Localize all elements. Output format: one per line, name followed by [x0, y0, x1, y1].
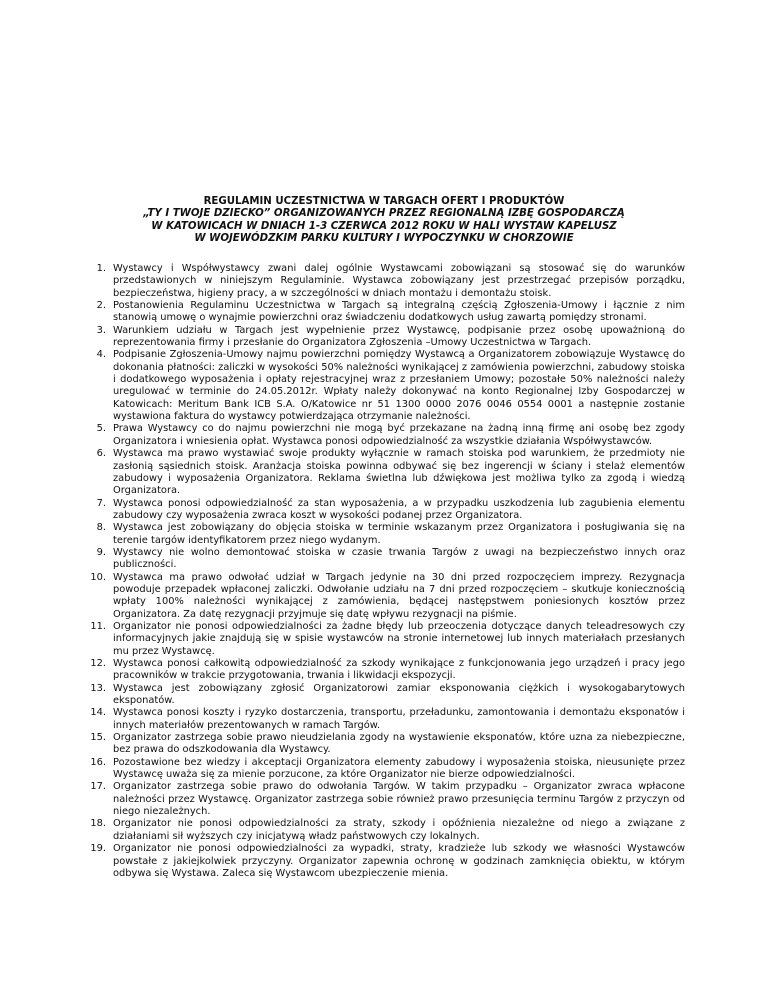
regulation-item-10: [82, 572, 685, 621]
item-text: Wystawca ponosi całkowitą odpowiedzialność za szkody wynikające z funkcjonowania jego urządzeń i pracy jego pracowników w trakcie przygotowania, trwania i likwidacji ekspozycji.: [113, 658, 685, 682]
item-text: Organizator nie ponosi odpowiedzialności za wypadki, straty, kradzieże lub szkody we własności Wystawców powstałe z jakiejkolwiek przyczyny. Organizator zapewnia ochronę w godzinach zamknięcia obiektu, w którym odbywa się Wystawa. Zaleca się Wystawcom ubezpieczenie mienia.: [113, 843, 685, 879]
item-number: 15.: [90, 732, 106, 744]
item-number: 14.: [90, 707, 106, 719]
item-number: 13.: [90, 682, 106, 694]
title-line-1: REGULAMIN UCZESTNICTWA W TARGACH OFERT I PRODUKTÓW: [203, 196, 565, 207]
regulation-item-1: [82, 263, 685, 300]
regulation-item-5: [82, 423, 685, 448]
item-text: Organizator nie ponosi odpowiedzialności za żadne błędy lub przeoczenia dotyczące danych teleadresowych czy informacyjnych jakie znajdują się w spisie wystawców na stronie internetowej lub innych materiałach przesłanych mu przez Wystawcę.: [113, 620, 685, 657]
item-number: 5.: [96, 423, 106, 435]
item-number: 11.: [90, 620, 106, 632]
title-line-4: W WOJEWÓDZKIM PARKU KULTURY I WYPOCZYNKU W CHORZOWIE: [194, 233, 574, 245]
item-text: Wystawcy nie wolno demontować stoiska w czasie trwania Targów z uwagi na bezpieczeństwo innych oraz publiczności.: [113, 546, 685, 571]
item-number: 6.: [96, 448, 106, 460]
regulation-item-18: [82, 818, 685, 843]
item-number: 18.: [90, 818, 106, 830]
title-line-3: W KATOWICACH W DNIACH 1-3 CZERWCA 2012 ROKU W HALI WYSTAW KAPELUSZ: [151, 220, 617, 232]
item-text: Podpisanie Zgłoszenia-Umowy najmu powierzchni pomiędzy Wystawcą a Organizatorem zobowiązuje Wystawcę do dokonania płatności: zaliczki w wysokości 50% należności wynikającej z zamówienia powierzchni, zabudowy stoiska i dodatkowego wyposażenia i opłaty rejestracyjnej wraz z przesłaniem Umowy; pozostałe 50% należności należy uregulować w terminie do 24.05.2012r. Wpłaty należy dokonywać na konto Regionalnej Izby Gospodarczej w Katowicach: Meritum Bank ICB S.A. O/Katowice nr 51 1300 0000 2076 0046 0554 0001 a następnie zostanie wystawiona faktura do wystawcy potwierdzająca otrzymanie należności.: [113, 349, 685, 423]
item-text: Organizator zastrzega sobie prawo do odwołania Targów. W takim przypadku – Organizator zwraca wpłacone należności przez Wystawcę. Organizator zastrzega sobie również prawo przesunięcia terminu Targów z przyczyn od niego niezależnych.: [113, 781, 685, 818]
item-number: 16.: [90, 756, 106, 768]
item-text: Pozostawione bez wiedzy i akceptacji Organizatora elementy zabudowy i wyposażenia stoiska, nieusunięte przez Wystawcę uważa się za mienie porzucone, za które Organizator nie bierze odpowiedzialności.: [113, 756, 685, 781]
item-number: 2.: [96, 300, 106, 312]
regulation-item-3: [82, 325, 685, 350]
item-text: Wystawca jest zobowiązany do objęcia stoiska w terminie wskazanym przez Organizatora i posługiwania się na terenie targów identyfikatorem przez niego wydanym.: [113, 522, 685, 546]
regulation-item-9: [82, 547, 685, 572]
item-text: Postanowienia Regulaminu Uczestnictwa w Targach są integralną częścią Zgłoszenia-Umowy i łącznie z nim stanowią umowę o wynajmie powierzchni oraz świadczeniu dodatkowych usług zawartą pomiędzy stronami.: [113, 300, 685, 324]
item-text: Warunkiem udziału w Targach jest wypełnienie przez Wystawcę, podpisanie przez osobę upoważnioną do reprezentowania firmy i przesłanie do Organizatora Zgłoszenia –Umowy Uczestnictwa w Targach.: [113, 324, 685, 349]
item-text: Wystawca ma prawo wystawiać swoje produkty wyłącznie w ramach stoiska pod warunkiem, że przedmioty nie zasłonią sąsiednich stoisk. Aranżacja stoiska powinna odbywać się bez ingerencji w ściany i stelaż elementów zabudowy i wyposażenia Organizatora. Reklama świetlna lub dźwiękowa jest możliwa tylko za zgodą i wiedzą Organizatora.: [113, 448, 685, 497]
item-number: 1.: [96, 263, 106, 274]
item-text: Organizator nie ponosi odpowiedzialności za straty, szkody i opóźnienia niezależne od niego a związane z działaniami sił wyższych czy inicjatywą władz państwowych czy lokalnych.: [113, 818, 685, 842]
regulation-item-2: [82, 300, 685, 325]
item-number: 10.: [90, 571, 106, 583]
item-text: Wystawca ma prawo odwołać udział w Targach jedynie na 30 dni przed rozpoczęciem imprezy. Rezygnacja powoduje przepadek wpłaconej zaliczki. Odwołanie udziału na 7 dni przed rozpoczęciem – skutkuje koniecznością wpłaty 100% należności wynikającej z zamówienia, będącej następstwem poniesionych kosztów przez Organizatora. Za datę rezygnacji przyjmuje się datę wpływu rezygnacji na piśmie.: [113, 571, 685, 620]
regulation-item-13: [82, 683, 685, 708]
item-number: 19.: [90, 843, 106, 855]
item-number: 9.: [96, 546, 106, 558]
regulation-item-4: [82, 349, 685, 423]
regulation-item-17: [82, 781, 685, 818]
item-text: Prawa Wystawcy co do najmu powierzchni nie mogą być przekazane na żadną inną firmę ani osobę bez zgody Organizatora i wniesienia opłat. Wystawca ponosi odpowiedzialność za wszystkie działania Współwystawców.: [113, 423, 685, 447]
item-number: 4.: [96, 349, 106, 361]
item-text: Wystawca ponosi koszty i ryzyko dostarczenia, transportu, przeładunku, zamontowania i demontażu eksponatów i innych materiałów prezentowanych w ramach Targów.: [113, 707, 685, 731]
regulation-item-14: [82, 707, 685, 732]
item-text: Wystawca jest zobowiązany zgłosić Organizatorowi zamiar eksponowania ciężkich i wysokogabarytowych eksponatów.: [113, 682, 685, 707]
item-number: 3.: [96, 324, 106, 336]
regulation-item-11: [82, 621, 685, 658]
item-text: Organizator zastrzega sobie prawo nieudzielania zgody na wystawienie eksponatów, które uzna za niebezpieczne, bez prawa do odszkodowania dla Wystawcy.: [113, 732, 685, 756]
item-text: Wystawcy i Współwystawcy zwani dalej ogólnie Wystawcami zobowiązani są stosować się do warunków przedstawionych w niniejszym Regulaminie. Wystawca zobowiązany jest przestrzegać przepisów porządku, bezpieczeństwa, higieny pracy, a w szczególności w dniach montażu i demontażu stoisk.: [113, 263, 685, 299]
document-title: [120, 196, 648, 246]
regulation-item-7: [82, 498, 685, 523]
regulation-item-8: [82, 522, 685, 547]
regulations-list: [82, 263, 685, 880]
regulation-item-6: [82, 448, 685, 497]
item-number: 17.: [90, 781, 106, 793]
regulation-item-19: [82, 843, 685, 880]
regulation-item-16: [82, 757, 685, 782]
item-number: 12.: [90, 658, 106, 669]
title-line-2: „TY I TWOJE DZIECKO” ORGANIZOWANYCH PRZEZ REGIONALNĄ IZBĘ GOSPODARCZĄ: [143, 208, 625, 220]
item-number: 8.: [96, 522, 106, 534]
item-text: Wystawca ponosi odpowiedzialność za stan wyposażenia, a w przypadku uszkodzenia lub zagubienia elementu zabudowy czy wyposażenia zwraca koszt w wysokości podanej przez Organizatora.: [113, 497, 685, 521]
regulation-item-12: [82, 658, 685, 683]
regulation-item-15: [82, 732, 685, 757]
item-number: 7.: [96, 497, 106, 509]
